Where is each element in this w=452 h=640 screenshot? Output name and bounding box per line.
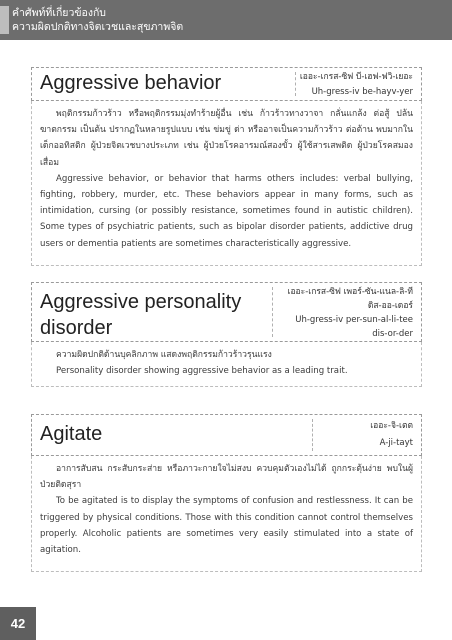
page-number: 42 (0, 607, 36, 640)
term-title-line1: Aggressive personality (40, 291, 242, 313)
pronunciation-thai-line1: เออะ-เกรส-ซิฟ เพอร์-ซัน-แนล-ลิ-ที (287, 287, 413, 297)
chapter-title-line1: คำศัพท์ที่เกี่ยวข้องกับ (12, 7, 106, 19)
pronunciation-thai: เออะ-จิ-เตต (370, 421, 413, 431)
divider (272, 287, 273, 337)
definition-box (31, 456, 422, 572)
divider (312, 419, 313, 451)
definition-english: Aggressive behavior, or behavior that harms others includes: verbal bullying, fighting, robbery, murder, etc. These behaviors appear in many forms, such as intimidation, cursing (or possibly resistance, sometimes found in autistic children). Some types of psychiatric patients, such as bipolar disorder patients, addictive drug users or dementia patients are sometimes characteristically aggressive. (40, 173, 413, 249)
pronunciation-thai-line2: ดิส-ออ-เดอร์ (367, 301, 413, 311)
term-title: Agitate (40, 423, 103, 445)
pronunciation-english: Uh-gress-iv be-hayv-yer (311, 87, 413, 97)
chapter-title-line2: ความผิดปกติทางจิตเวชและสุขภาพจิต (12, 21, 184, 33)
definition-thai: ความผิดปกติด้านบุคลิกภาพ แสดงพฤติกรรมก้าวร้าวรุนแรง (56, 350, 272, 360)
term-title (40, 289, 241, 341)
term-title: Aggressive behavior (40, 72, 222, 94)
definition-thai: อาการสับสน กระสับกระส่าย หรือภาวะกายใจไม่สงบ ควบคุมตัวเองไม่ได้ ถูกกระตุ้นง่าย พบในผู้ป่วยติดสุรา (40, 464, 413, 491)
term-header-box (31, 414, 422, 456)
term-header-box (31, 282, 422, 342)
definition-box (31, 342, 422, 387)
pronunciation-english-line1: Uh-gress-iv per-sun-al-li-tee (295, 315, 413, 325)
definition-box (31, 101, 422, 266)
definition-thai: พฤติกรรมก้าวร้าว หรือพฤติกรรมมุ่งทำร้ายผู้อื่น เช่น ก้าวร้าวทางวาจา กลั่นแกล้ง ต่อสู้ ปล้น ฆาตกรรม เป็นต้น ปรากฏในหลายรูปแบบ เช่น ข่มขู่ ด่า หรืออาจเป็นความก้าวร้าว ต่อต้าน พบมากในเด็กออทิสติก ผู้ป่วยจิตเวชบางประเภท เช่น ผู้ป่วยโรคอารมณ์สองขั้ว ผู้ใช้สารเสพติด ผู้ป่วยโรคสมองเสื่อม (40, 109, 413, 168)
pronunciation-thai: เออะ-เกรส-ซิฟ บี-เฮฟ-ฟวิ-เยอะ (299, 72, 413, 82)
term-title-line2: disorder (40, 317, 113, 339)
term-header-box (31, 67, 422, 101)
definition-english: Personality disorder showing aggressive behavior as a leading trait. (56, 366, 348, 377)
chapter-header (0, 0, 452, 40)
header-accent-bar (0, 6, 9, 34)
pronunciation-english-line2: dis-or-der (372, 329, 413, 339)
definition-english: To be agitated is to display the symptoms of confusion and restlessness. It can be triggered by physical conditions. Those with this condition cannot control themselves properly. Alcoholic patients are sometimes very easily stimulated into a state of agitation. (40, 496, 413, 556)
divider (295, 72, 296, 96)
pronunciation-english: A-ji-tayt (379, 438, 413, 448)
